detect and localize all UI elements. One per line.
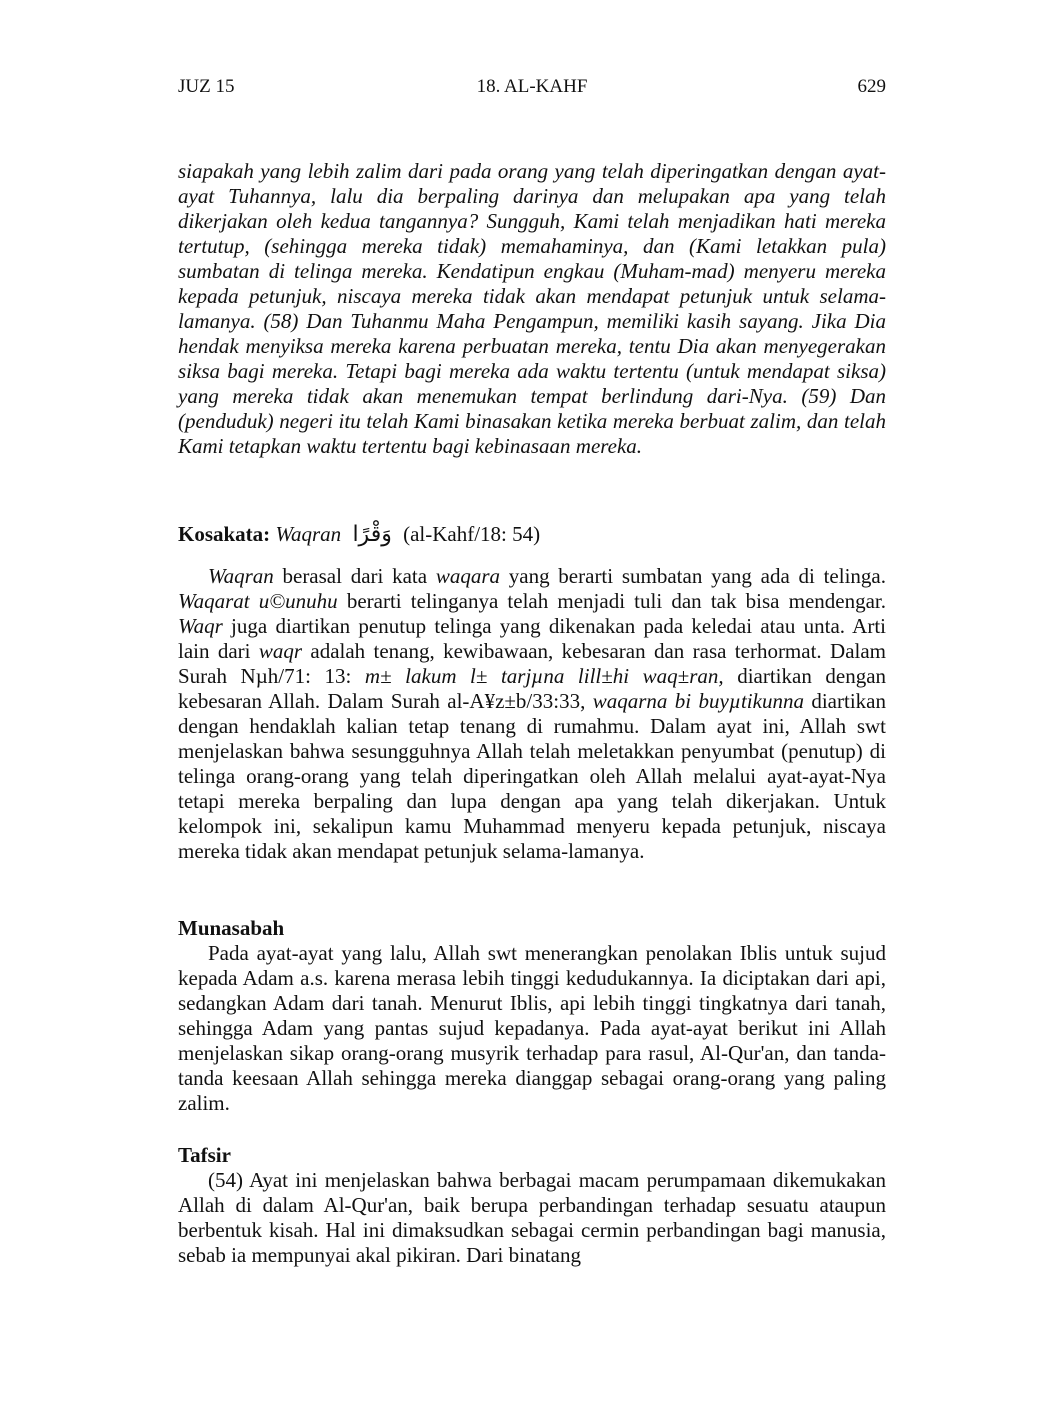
text-segment: berarti telinganya telah menjadi tuli dan tak bisa mendengar. (337, 589, 886, 613)
term-ahzab-quote: waqarna bi buyµtikunna (592, 689, 804, 713)
text-segment: adalah tenang, kewibawaan, kebesaran dan rasa terhormat. Dalam Surah Nµh/71: 13: (178, 639, 886, 688)
page-header (178, 76, 886, 100)
term-waqr: Waqr (178, 614, 223, 638)
munasabah-paragraph: Pada ayat-ayat yang lalu, Allah swt menerangkan penolakan Iblis untuk sujud kepada Adam a.s. karena merasa lebih tinggi kedudukannya. Ia diciptakan dari api, sedangkan Adam dari tanah. Menurut Iblis, api lebih tinggi tingkatnya dari tanah, sehingga Adam yang pantas sujud kepadanya. Pada ayat-ayat berikut ini Allah menjelaskan sikap orang-orang musyrik terhadap para rasul, Al-Qur'an, dan tanda-tanda keesaan Allah sehingga mereka dianggap sebagai orang-orang yang paling zalim. (178, 941, 886, 1115)
kosakata-arabic: وَقْرًا (352, 522, 392, 547)
term-waqarat: Waqarat u©unuhu (178, 589, 338, 613)
kosakata-label: Kosakata: (178, 522, 271, 546)
kosakata-term: Waqran (275, 522, 342, 546)
term-waqr-2: waqr (258, 639, 303, 663)
term-nuh-quote: m± lakum l± tarjµna lill±hi waq±ran, (364, 664, 724, 688)
tafsir-heading: Tafsir (178, 1143, 231, 1167)
text-segment: berasal dari kata (273, 564, 436, 588)
translation-paragraph: siapakah yang lebih zalim dari pada orang yang telah diperingatkan dengan ayat-ayat Tuhannya, lalu dia berpaling darinya dan melupakan apa yang telah dikerjakan oleh kedua tangannya? Sungguh, Kami telah menjadikan hati mereka tertutup, (sehingga mereka tidak) memahaminya, dan (Kami letakkan pula) sumbatan di telinga mereka. Kendatipun engkau (Muham-mad) menyeru mereka kepada petunjuk, niscaya mereka tidak akan mendapat petunjuk untuk selama-lamanya. (58) Dan Tuhanmu Maha Pengampun, memiliki kasih sayang. Jika Dia hendak menyiksa mereka karena perbuatan mereka, tentu Dia akan menyegerakan siksa bagi mereka. Tetapi bagi mereka ada waktu tertentu (untuk mendapat siksa) yang mereka tidak akan menemukan tempat berlindung dari-Nya. (59) Dan (penduduk) negeri itu telah Kami binasakan ketika mereka berbuat zalim, dan telah Kami tetapkan waktu tertentu bagi kebinasaan mereka. (178, 159, 886, 458)
term-waqran: Waqran (208, 564, 274, 588)
page-number: 629 (857, 76, 886, 97)
kosakata-paragraph (178, 564, 886, 864)
term-waqara: waqara (435, 564, 500, 588)
text-segment: diartikan dengan kebesaran Allah. Dalam Surah al-A¥z±b/33:33, (178, 664, 887, 713)
text-segment: yang berarti sumbatan yang ada di telinga. (500, 564, 886, 588)
kosakata-reference: (al-Kahf/18: 54) (403, 522, 541, 546)
text-segment: juga diartikan penutup telinga yang dikenakan pada keledai atau unta. Arti lain dari (178, 614, 886, 663)
kosakata-heading (178, 520, 886, 549)
text-segment: diartikan dengan hendaklah kalian tetap tenang di rumahmu. Dalam ayat ini, Allah swt menjelaskan bahwa sesungguhnya Allah telah meletakkan penyumbat (penutup) di telinga orang-orang yang telah diperingatkan oleh Allah melalui ayat-ayat-Nya tetapi mereka berpaling dan lupa dengan apa yang telah dikerjakan. Untuk kelompok ini, sekalipun kamu Muhammad menyeru kepada petunjuk, niscaya mereka tidak akan mendapat petunjuk selama-lamanya. (178, 689, 886, 863)
munasabah-heading: Munasabah (178, 916, 285, 940)
tafsir-paragraph: (54) Ayat ini menjelaskan bahwa berbagai macam perumpamaan dikemukakan Allah di dalam Al-Qur'an, baik berupa perbandingan terhadap sesuatu ataupun berbentuk kisah. Hal ini dimaksudkan sebagai cermin perbandingan bagi manusia, sebab ia mempunyai akal pikiran. Dari binatang (178, 1168, 886, 1267)
juz-label: JUZ 15 (178, 76, 235, 97)
surah-title: 18. AL-KAHF (476, 76, 588, 97)
